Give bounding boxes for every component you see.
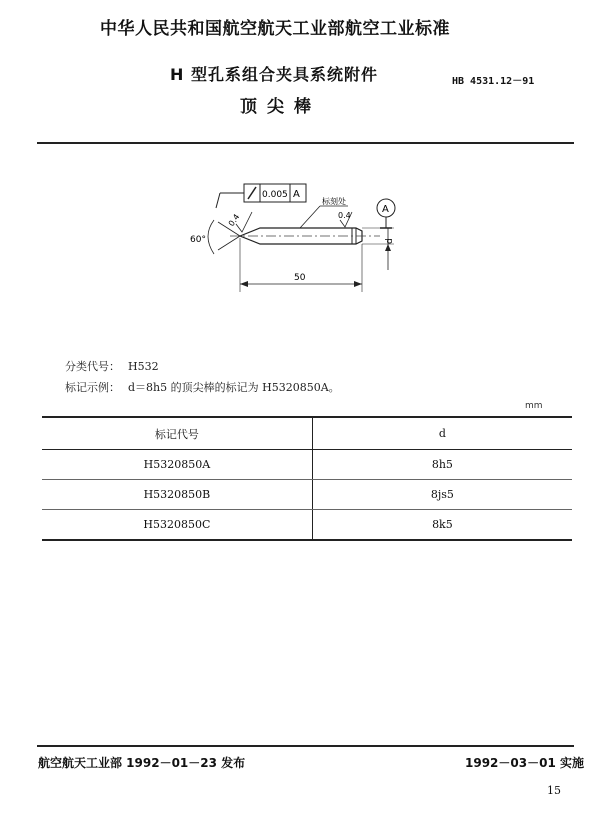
part-drawing bbox=[180, 178, 420, 298]
datum-marker bbox=[377, 199, 395, 228]
center-rod-shape bbox=[230, 228, 380, 244]
top-rule bbox=[37, 142, 574, 144]
diameter-label: d bbox=[385, 238, 395, 244]
table-header-row bbox=[42, 417, 572, 450]
table-row bbox=[42, 510, 572, 541]
unit-label: mm bbox=[525, 401, 543, 411]
angle-label: 60° bbox=[190, 235, 206, 245]
length-dimension bbox=[240, 238, 362, 292]
column-header: 标记代号 bbox=[42, 417, 312, 450]
column-header: d bbox=[312, 417, 572, 450]
tolerance-frame bbox=[216, 184, 306, 208]
diameter-dimension bbox=[362, 228, 395, 270]
table-row bbox=[42, 450, 572, 480]
table-row bbox=[42, 480, 572, 510]
tolerance-value: 0.005 bbox=[262, 190, 288, 200]
spec-table bbox=[42, 416, 572, 541]
standard-subtitle: 顶尖棒 bbox=[240, 97, 321, 117]
marking-code-cell: H5320850B bbox=[42, 480, 312, 510]
page-number: 15 bbox=[547, 784, 561, 797]
classification-value: H532 bbox=[128, 360, 159, 373]
marking-example-line bbox=[65, 379, 340, 395]
issue-date: 航空航天工业部 1992－01－23 发布 bbox=[38, 756, 246, 770]
marking-label: 标刻处 bbox=[322, 197, 346, 206]
marking-example-value: d＝8h5 的顶尖棒的标记为 H5320850A。 bbox=[128, 381, 340, 394]
marking-code-cell: H5320850C bbox=[42, 510, 312, 541]
bottom-rule bbox=[37, 745, 574, 747]
classification-line bbox=[65, 358, 159, 374]
roughness-left-value: 0.4 bbox=[226, 212, 242, 229]
marking-example-label: 标记示例： bbox=[65, 381, 120, 394]
classification-label: 分类代号： bbox=[65, 360, 120, 373]
diameter-cell: 8k5 bbox=[312, 510, 572, 541]
tolerance-datum: A bbox=[293, 189, 300, 200]
issuing-authority: 中华人民共和国航空航天工业部航空工业标准 bbox=[100, 19, 450, 39]
marking-code-cell: H5320850A bbox=[42, 450, 312, 480]
roughness-left bbox=[227, 212, 252, 232]
roughness-right-value: 0.4 bbox=[338, 211, 351, 220]
diameter-cell: 8js5 bbox=[312, 480, 572, 510]
datum-letter: A bbox=[382, 204, 389, 215]
length-label: 50 bbox=[294, 273, 306, 283]
standard-title: H 型孔系组合夹具系统附件 bbox=[170, 65, 378, 84]
runout-symbol-icon bbox=[248, 187, 256, 199]
standard-code: HB 4531.12－91 bbox=[452, 76, 535, 87]
effective-date: 1992－03－01 实施 bbox=[465, 756, 584, 770]
roughness-right bbox=[338, 211, 352, 227]
diameter-cell: 8h5 bbox=[312, 450, 572, 480]
